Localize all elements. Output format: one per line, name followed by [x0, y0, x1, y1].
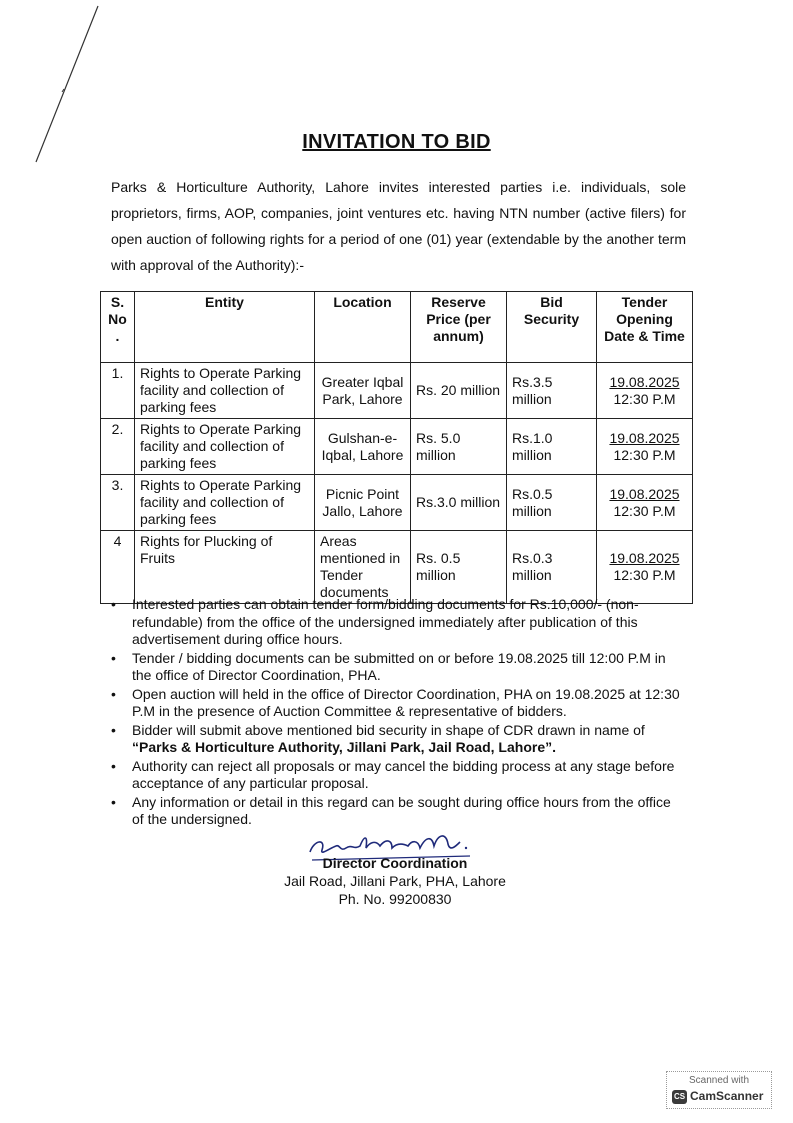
table-row: [101, 419, 693, 475]
cell-tender-opening: [597, 531, 693, 604]
cell-entity: Rights to Operate Parking facility and collection of parking fees: [135, 475, 315, 531]
header-reserve-price: Reserve Price (per annum): [411, 292, 507, 363]
bullet-icon: •: [111, 649, 116, 666]
list-item-text: Authority can reject all proposals or may cancel the bidding process at any stage before acceptance of any particular proposal.: [132, 757, 675, 791]
camscanner-badge: [666, 1071, 772, 1109]
cell-location: Areas mentioned in Tender documents: [315, 531, 411, 604]
badge-app-name: CamScanner: [690, 1089, 764, 1103]
cell-reserve-price: Rs. 0.5 million: [411, 531, 507, 604]
list-item: [108, 758, 680, 793]
list-item: [108, 794, 680, 829]
list-item: [108, 722, 680, 757]
cell-tender-opening: [597, 475, 693, 531]
tender-time: 12:30 P.M: [613, 502, 676, 519]
list-item-text: Tender / bidding documents can be submitted on or before 19.08.2025 till 12:00 P.M in the office of Director Coordination, PHA.: [132, 649, 666, 683]
signatory-designation: Director Coordination: [322, 855, 468, 871]
list-item: [108, 650, 680, 685]
cell-location: Greater Iqbal Park, Lahore: [315, 363, 411, 419]
cell-tender-opening: [597, 363, 693, 419]
list-item-text: Interested parties can obtain tender form/bidding documents for Rs.10,000/- (non-refundable) from the office of the undersigned immediately after publication of this advertisement during office hours.: [132, 596, 639, 647]
document-title: INVITATION TO BID: [302, 131, 491, 153]
bullet-icon: •: [111, 596, 116, 612]
bullet-icon: •: [111, 793, 116, 810]
intro-paragraph: Parks & Horticulture Authority, Lahore invites interested parties i.e. individuals, sole proprietors, firms, AOP, companies, joint ventures etc. having NTN number (active filers) for open auction of following rights for a period of one (01) year (extendable by the another term with approval of the Authority):-: [111, 179, 686, 273]
cell-entity: Rights to Operate Parking facility and collection of parking fees: [135, 363, 315, 419]
tender-date: 19.08.2025: [609, 429, 680, 446]
cell-bid-security: Rs.0.5 million: [507, 475, 597, 531]
cell-bid-security: Rs.0.3 million: [507, 531, 597, 604]
bullet-icon: •: [111, 721, 116, 738]
cell-tender-opening: [597, 419, 693, 475]
tender-time: 12:30 P.M: [613, 390, 676, 407]
camscanner-logo-icon: CS: [672, 1090, 687, 1104]
header-sno: S. No .: [101, 292, 135, 363]
cell-entity: Rights to Operate Parking facility and collection of parking fees: [135, 419, 315, 475]
cell-location: Picnic Point Jallo, Lahore: [315, 475, 411, 531]
badge-caption: Scanned with: [688, 1075, 750, 1086]
tender-date: 19.08.2025: [609, 373, 680, 390]
list-item-text: Open auction will held in the office of Director Coordination, PHA on 19.08.2025 at 12:30 P.M in the presence of Auction Committee & representative of bidders.: [132, 685, 680, 719]
list-item: [108, 596, 680, 649]
table-row: [101, 475, 693, 531]
list-item-text: Any information or detail in this regard can be sought during office hours from the office of the undersigned.: [132, 793, 671, 827]
tender-date: 19.08.2025: [609, 485, 680, 502]
tender-time: 12:30 P.M: [613, 446, 676, 463]
bullet-icon: •: [111, 685, 116, 702]
cell-sno: 4: [101, 531, 135, 604]
header-entity: Entity: [135, 292, 315, 363]
cell-reserve-price: Rs. 20 million: [411, 363, 507, 419]
cell-bid-security: Rs.1.0 million: [507, 419, 597, 475]
cell-sno: 1.: [101, 363, 135, 419]
cell-location: Gulshan-e-Iqbal, Lahore: [315, 419, 411, 475]
table-row: [101, 531, 693, 604]
cell-reserve-price: Rs. 5.0 million: [411, 419, 507, 475]
table-row: [101, 363, 693, 419]
tender-date: 19.08.2025: [609, 550, 680, 566]
cell-reserve-price: Rs.3.0 million: [411, 475, 507, 531]
payee-name: “Parks & Horticulture Authority, Jillani Park, Jail Road, Lahore”.: [132, 739, 556, 755]
list-item-text: Bidder will submit above mentioned bid security in shape of CDR drawn in name of: [132, 721, 645, 738]
bid-table: [100, 291, 693, 604]
header-bid-security: Bid Security: [507, 292, 597, 363]
table-header-row: [101, 292, 693, 363]
cell-entity: Rights for Plucking of Fruits: [135, 531, 315, 604]
tender-time: 12:30 P.M: [613, 567, 676, 583]
cell-bid-security: Rs.3.5 million: [507, 363, 597, 419]
signatory-address: Jail Road, Jillani Park, PHA, Lahore: [284, 873, 506, 889]
signature-block: [260, 854, 530, 908]
header-tender-opening: Tender Opening Date & Time: [597, 292, 693, 363]
header-location: Location: [315, 292, 411, 363]
list-item: [108, 686, 680, 721]
cell-sno: 2.: [101, 419, 135, 475]
cell-sno: 3.: [101, 475, 135, 531]
signatory-phone: Ph. No. 99200830: [338, 891, 452, 907]
bullet-icon: •: [111, 757, 116, 774]
terms-list: [108, 596, 680, 830]
